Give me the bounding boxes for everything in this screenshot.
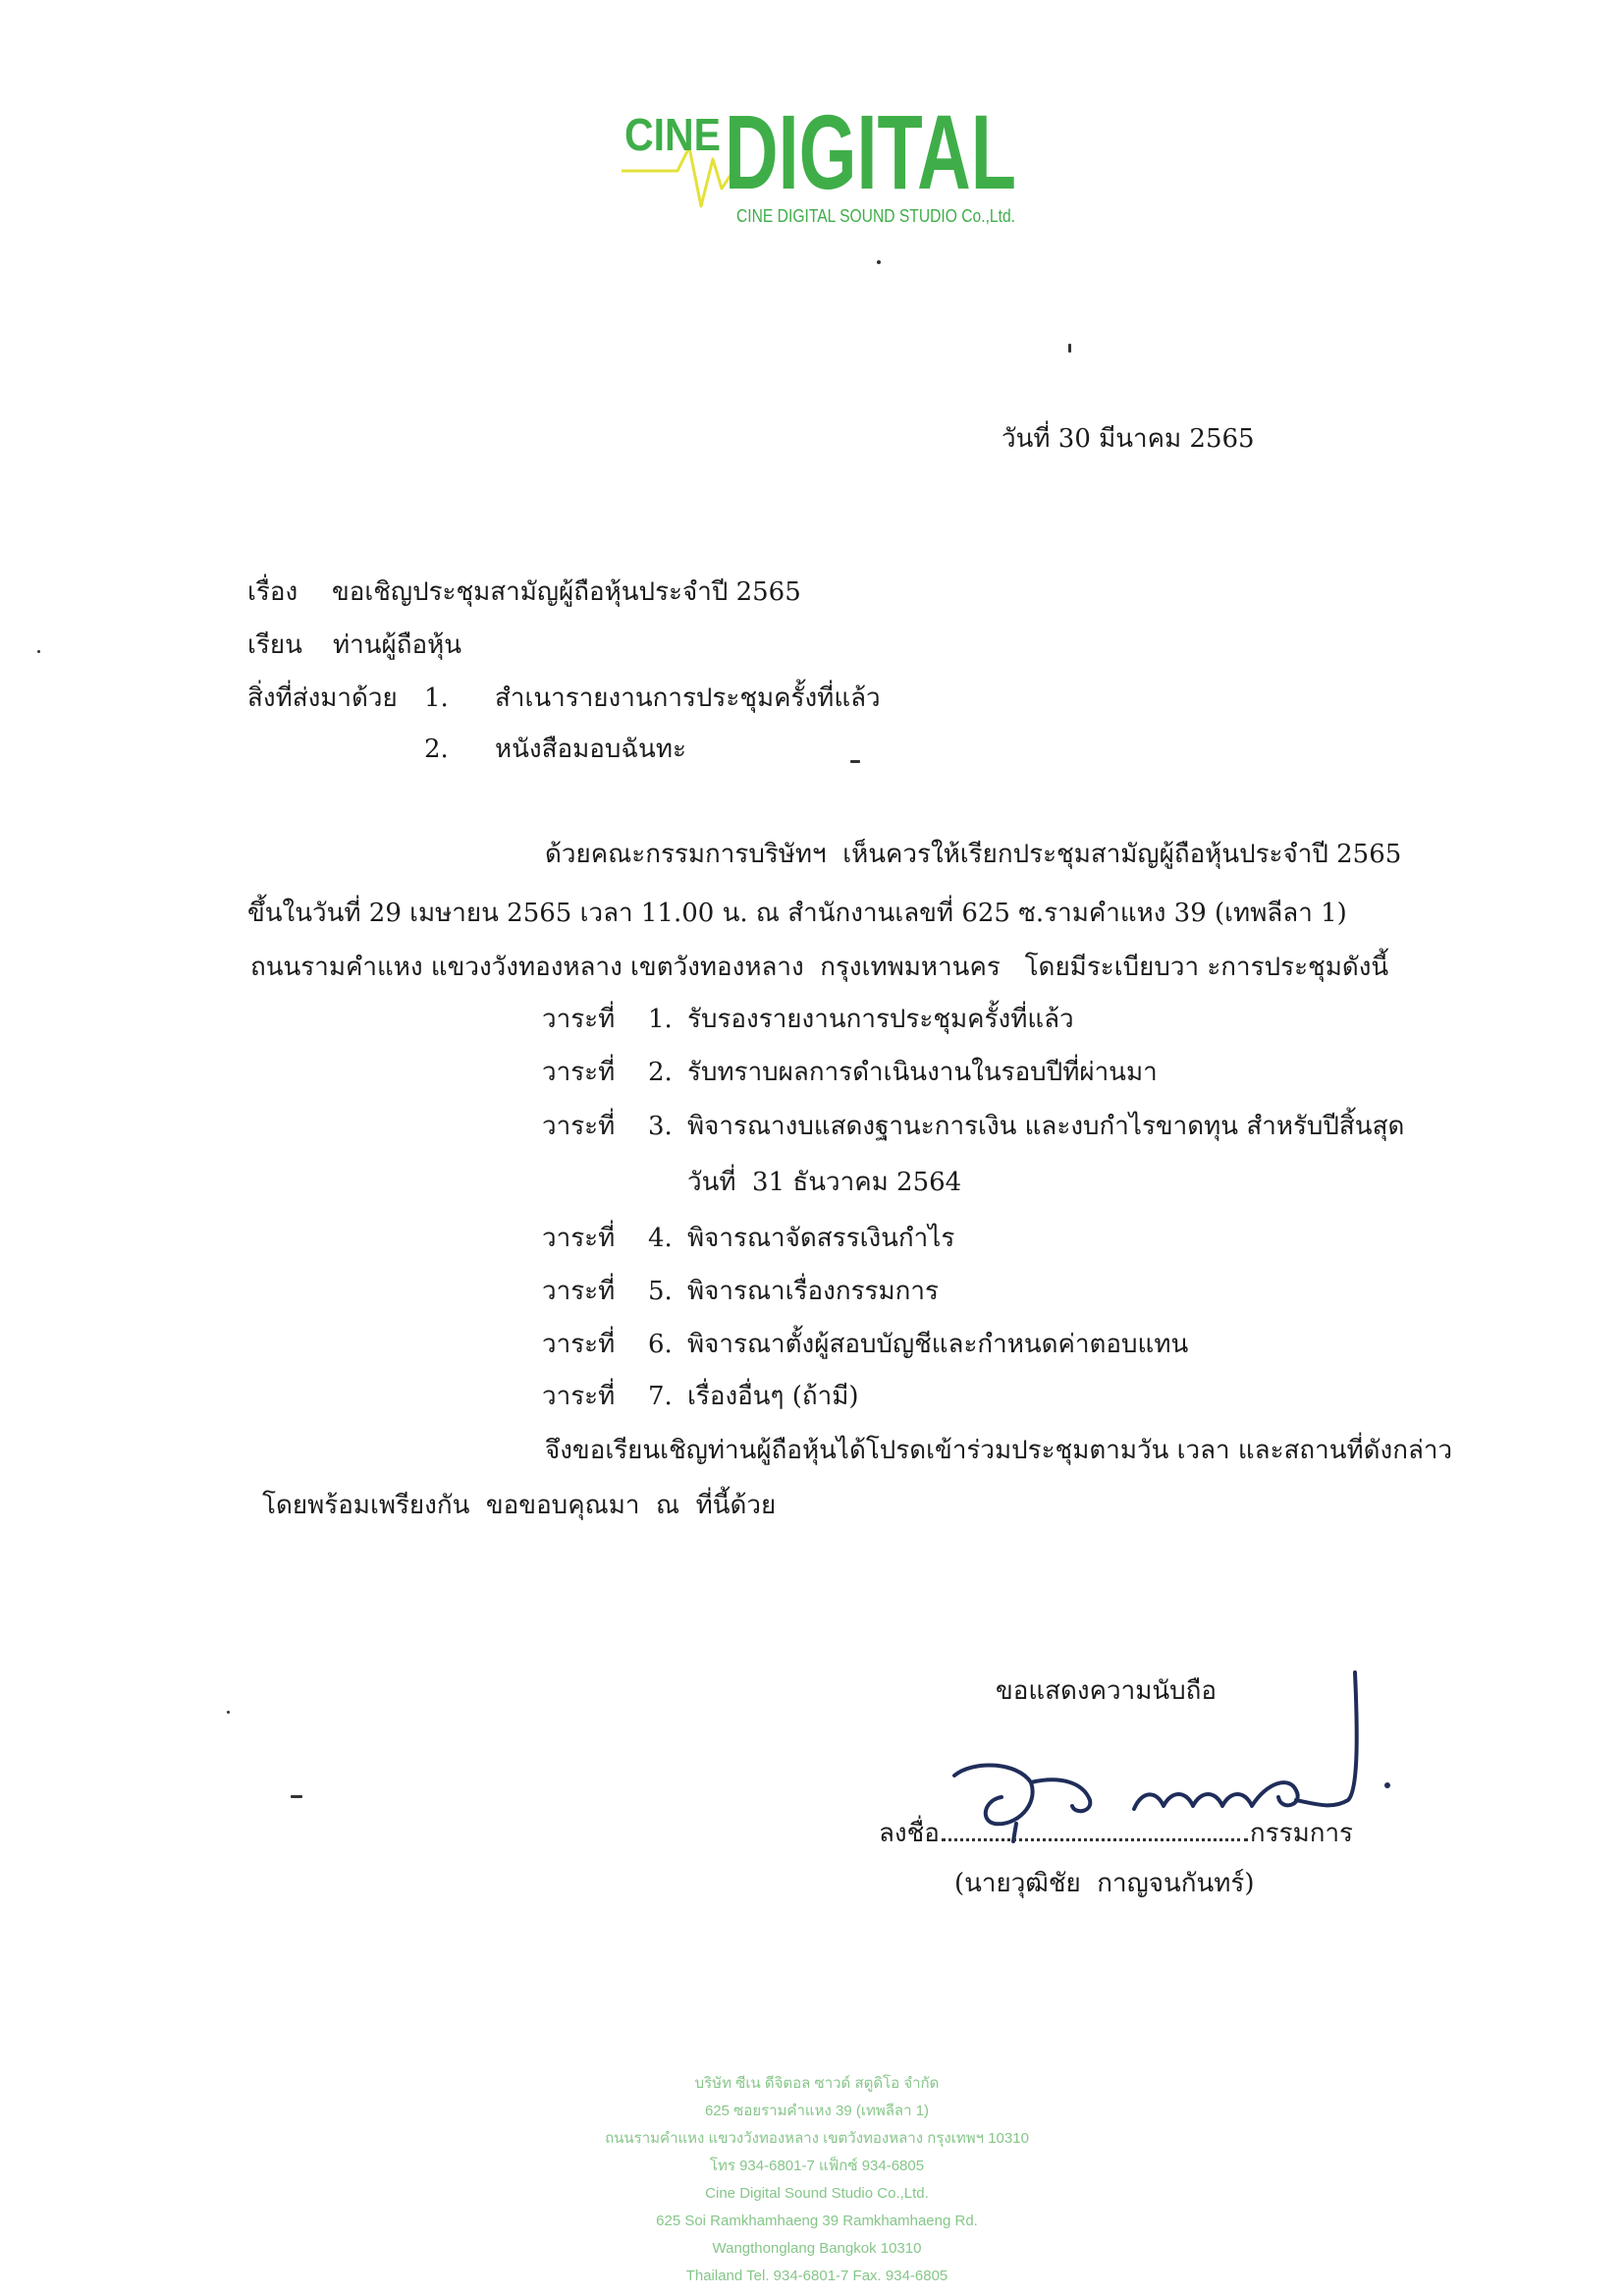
- agenda-label: วาระที่: [542, 1224, 616, 1253]
- enclosure-number: 2.: [424, 735, 449, 764]
- agenda-text: รับทราบผลการดำเนินงานในรอบปีที่ผ่านมา: [687, 1058, 1158, 1087]
- footer-line: Thailand Tel. 934-6801-7 Fax. 934-6805: [685, 2268, 948, 2284]
- footer-line: Wangthonglang Bangkok 10310: [712, 2240, 922, 2257]
- agenda-label: วาระที่: [542, 1277, 616, 1306]
- body-line: ด้วยคณะกรรมการบริษัทฯ เห็นควรให้เรียกประชุมสามัญผู้ถือหุ้นประจำปี 2565: [545, 840, 1402, 869]
- signature-stroke: [1296, 1672, 1357, 1805]
- agenda-label: วาระที่: [542, 1005, 616, 1034]
- handwritten-signature: [0, 1650, 1624, 1866]
- agenda-text: พิจารณาเรื่องกรรมการ: [687, 1277, 939, 1306]
- regards-text: ขอแสดงความนับถือ: [996, 1676, 1217, 1706]
- signature-stroke: [1031, 1779, 1090, 1811]
- agenda-number: 1.: [648, 1005, 673, 1034]
- footer-line: ถนนรามคำแหง แขวงวังทองหลาง เขตวังทองหลาง กรุงเทพฯ 10310: [605, 2130, 1029, 2147]
- agenda-number: 5.: [648, 1277, 673, 1306]
- agenda-number: 3.: [648, 1112, 673, 1141]
- recipient-text: ท่านผู้ถือหุ้น: [333, 630, 462, 660]
- agenda-label: วาระที่: [542, 1058, 616, 1087]
- signature-stroke: [1134, 1782, 1298, 1809]
- closing-line: โดยพร้อมเพรียงกัน ขอขอบคุณมา ณ ที่นี้ด้วย: [262, 1491, 777, 1520]
- agenda-number: 2.: [648, 1058, 673, 1087]
- scan-speck: [1068, 344, 1071, 353]
- footer-line: บริษัท ซีเน ดีจิตอล ซาวด์ สตูดิโอ จำกัด: [694, 2075, 940, 2092]
- agenda-label: วาระที่: [542, 1112, 616, 1141]
- company-logo: [0, 79, 1624, 255]
- footer-line: 625 ซอยรามคำแหง 39 (เทพลีลา 1): [704, 2103, 930, 2119]
- signature-line: [879, 1814, 1353, 1853]
- letter-date: วันที่ 30 มีนาคม 2565: [1001, 424, 1255, 454]
- signature-label: ลงชื่อ: [879, 1819, 940, 1848]
- enclosure-number: 1.: [424, 683, 449, 713]
- enclosure-text: สำเนารายงานการประชุมครั้งที่แล้ว: [495, 683, 881, 713]
- agenda-text: พิจารณาจัดสรรเงินกำไร: [687, 1224, 955, 1253]
- agenda-number: 7.: [648, 1382, 673, 1411]
- signature-role: กรรมการ: [1249, 1819, 1354, 1848]
- scan-speck: [37, 650, 40, 653]
- footer-line: 625 Soi Ramkhamhaeng 39 Ramkhamhaeng Rd.: [656, 2213, 978, 2229]
- footer-line: Cine Digital Sound Studio Co.,Ltd.: [705, 2185, 929, 2202]
- agenda-label: วาระที่: [542, 1330, 616, 1359]
- logo-cine-text: CINE: [624, 109, 721, 160]
- agenda-number: 6.: [648, 1330, 673, 1359]
- signatory-name: (นายวุฒิชัย กาญจนกันทร์): [954, 1869, 1255, 1898]
- scan-speck: [877, 260, 881, 264]
- body-line: ขึ้นในวันที่ 29 เมษายน 2565 เวลา 11.00 น. ณ สำนักงานเลขที่ 625 ซ.รามคำแหง 39 (เทพลีลา 1): [247, 899, 1347, 928]
- signature-dot: [1384, 1782, 1390, 1788]
- scan-speck: [850, 760, 860, 763]
- enclosure-text: หนังสือมอบฉันทะ: [495, 735, 686, 764]
- agenda-text: พิจารณางบแสดงฐานะการเงิน และงบกำไรขาดทุน สำหรับปีสิ้นสุด: [687, 1112, 1405, 1141]
- subject-label: เรื่อง: [247, 577, 298, 607]
- agenda-text: พิจารณาตั้งผู้สอบบัญชีและกำหนดค่าตอบแทน: [687, 1330, 1189, 1359]
- signature-dotted-leader: [942, 1837, 1248, 1841]
- enclosures-label: สิ่งที่ส่งมาด้วย: [247, 683, 398, 713]
- agenda-label: วาระที่: [542, 1382, 616, 1411]
- agenda-text: เรื่องอื่นๆ (ถ้ามี): [687, 1382, 859, 1411]
- agenda-text-continuation: วันที่ 31 ธันวาคม 2564: [687, 1168, 962, 1197]
- body-line: ถนนรามคำแหง แขวงวังทองหลาง เขตวังทองหลาง กรุงเทพมหานคร โดยมีระเบียบวา ะการประชุมดังนี้: [250, 953, 1389, 982]
- agenda-text: รับรองรายงานการประชุมครั้งที่แล้ว: [687, 1005, 1074, 1034]
- closing-line: จึงขอเรียนเชิญท่านผู้ถือหุ้นได้โปรดเข้าร่วมประชุมตามวัน เวลา และสถานที่ดังกล่าว: [545, 1436, 1453, 1465]
- subject-text: ขอเชิญประชุมสามัญผู้ถือหุ้นประจำปี 2565: [332, 577, 801, 607]
- logo-digital-text: DIGITAL: [725, 92, 1016, 211]
- logo-subtitle-text: CINE DIGITAL SOUND STUDIO Co.,Ltd.: [736, 206, 1015, 226]
- company-footer: [517, 2070, 1116, 2290]
- agenda-number: 4.: [648, 1224, 673, 1253]
- recipient-label: เรียน: [247, 630, 302, 660]
- footer-line: โทร 934-6801-7 แฟ็กซ์ 934-6805: [709, 2158, 925, 2174]
